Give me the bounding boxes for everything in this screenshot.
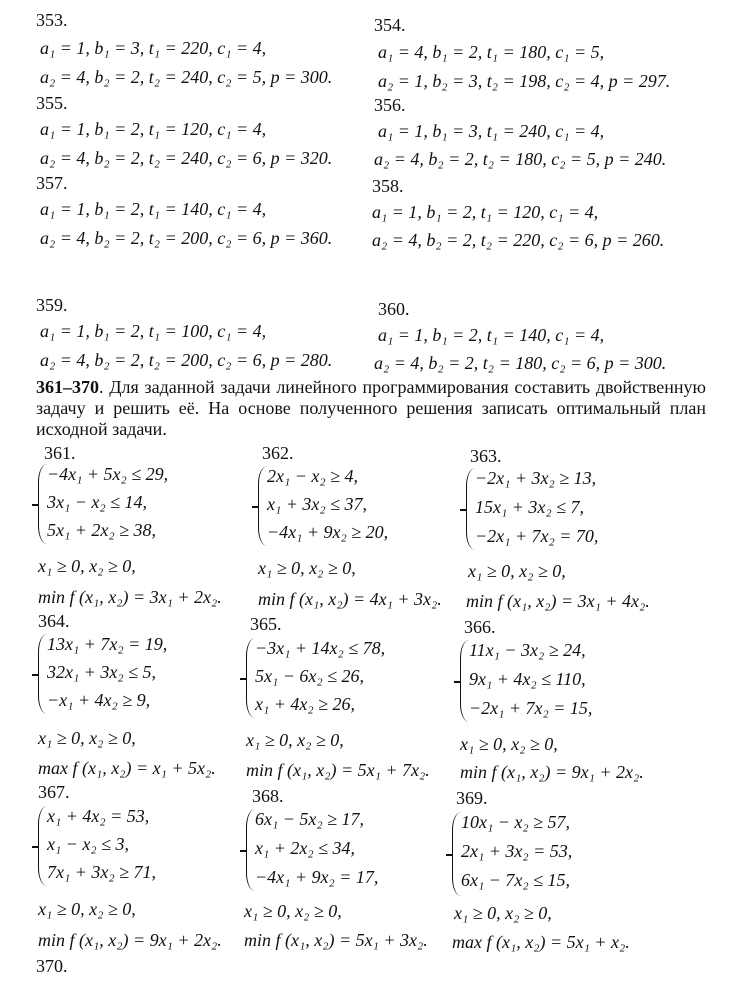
constraint: −x₁ + 4x₂ ≥ 9,	[47, 690, 151, 710]
constraint: x₁ + 3x₂ ≤ 37,	[267, 494, 368, 514]
brace-symbol	[246, 638, 255, 718]
problem-line: a₁ = 1, b₁ = 2, t₁ = 140, c₁ = 4,	[40, 199, 267, 219]
constraint: 10x₁ − x₂ ≥ 57,	[461, 812, 571, 832]
problem-number: 356.	[374, 95, 406, 115]
brace-symbol	[246, 809, 255, 891]
problem-number: 364.	[38, 611, 70, 631]
constraint: 7x₁ + 3x₂ ≥ 71,	[47, 862, 157, 882]
objective-function: min f (x₁, x₂) = 3x₁ + 4x₂.	[466, 591, 650, 611]
constraint: x₁ + 2x₂ ≤ 34,	[255, 838, 356, 858]
problem-line: a₂ = 4, b₂ = 2, t₂ = 240, c₂ = 5, p = 300.	[40, 67, 333, 87]
problem-line: a₁ = 1, b₁ = 2, t₁ = 120, c₁ = 4,	[372, 202, 599, 222]
brace-symbol	[452, 812, 461, 896]
constraint: 13x₁ + 7x₂ = 19,	[47, 634, 168, 654]
brace-symbol	[38, 806, 47, 886]
problem-line: a₂ = 4, b₂ = 2, t₂ = 200, c₂ = 6, p = 280.	[40, 350, 333, 370]
brace-symbol	[258, 466, 267, 546]
nonneg-condition: x₁ ≥ 0, x₂ ≥ 0,	[468, 561, 566, 581]
constraint: 2x₁ + 3x₂ = 53,	[461, 841, 573, 861]
constraint: 11x₁ − 3x₂ ≥ 24,	[469, 640, 586, 660]
constraint: 2x₁ − x₂ ≥ 4,	[267, 466, 359, 486]
task-range: 361–370	[36, 377, 99, 397]
problem-line: a₁ = 1, b₁ = 2, t₁ = 140, c₁ = 4,	[378, 325, 605, 345]
problem-number: 369.	[456, 788, 488, 808]
constraint: −2x₁ + 3x₂ ≥ 13,	[475, 468, 597, 488]
objective-function: max f (x₁, x₂) = 5x₁ + x₂.	[452, 932, 630, 952]
constraint: 5x₁ + 2x₂ ≥ 38,	[47, 520, 157, 540]
task-text: . Для заданной задачи линейного программирования составить двойственную задачу и решить её. На основе полученного решения записать оптимальный план исходной задачи.	[36, 377, 706, 439]
problem-number: 363.	[470, 446, 502, 466]
problem-line: a₁ = 1, b₁ = 3, t₁ = 240, c₁ = 4,	[378, 121, 605, 141]
problem-line: a₂ = 4, b₂ = 2, t₂ = 180, c₂ = 5, p = 240.	[374, 149, 667, 169]
constraint: 5x₁ − 6x₂ ≤ 26,	[255, 666, 365, 686]
task-intro	[36, 377, 706, 440]
brace-symbol	[466, 468, 475, 550]
problem-number: 365.	[250, 614, 282, 634]
problem-number: 367.	[38, 782, 70, 802]
problem-number: 358.	[372, 176, 404, 196]
nonneg-condition: x₁ ≥ 0, x₂ ≥ 0,	[258, 558, 356, 578]
constraint: −4x₁ + 9x₂ ≥ 20,	[267, 522, 389, 542]
problem-number: 355.	[36, 93, 68, 113]
objective-function: max f (x₁, x₂) = x₁ + 5x₂.	[38, 758, 216, 778]
constraint: x₁ + 4x₂ = 53,	[47, 806, 150, 826]
problem-number: 354.	[374, 15, 406, 35]
constraint: 9x₁ + 4x₂ ≤ 110,	[469, 669, 586, 689]
objective-function: min f (x₁, x₂) = 4x₁ + 3x₂.	[258, 589, 442, 609]
objective-function: min f (x₁, x₂) = 5x₁ + 7x₂.	[246, 760, 430, 780]
constraint: 6x₁ − 7x₂ ≤ 15,	[461, 870, 571, 890]
constraint: 32x₁ + 3x₂ ≤ 5,	[47, 662, 157, 682]
problem-line: a₁ = 1, b₁ = 2, t₁ = 120, c₁ = 4,	[40, 119, 267, 139]
problem-line: a₂ = 4, b₂ = 2, t₂ = 200, c₂ = 6, p = 360.	[40, 228, 333, 248]
problem-line: a₁ = 4, b₁ = 2, t₁ = 180, c₁ = 5,	[378, 42, 605, 62]
problem-number: 357.	[36, 173, 68, 193]
problem-line: a₁ = 1, b₁ = 2, t₁ = 100, c₁ = 4,	[40, 321, 267, 341]
nonneg-condition: x₁ ≥ 0, x₂ ≥ 0,	[244, 901, 342, 921]
nonneg-condition: x₁ ≥ 0, x₂ ≥ 0,	[460, 734, 558, 754]
problem-number: 359.	[36, 295, 68, 315]
constraint: −4x₁ + 9x₂ = 17,	[255, 867, 379, 887]
constraint: 6x₁ − 5x₂ ≥ 17,	[255, 809, 365, 829]
brace-symbol	[38, 634, 47, 714]
constraint: 15x₁ + 3x₂ ≤ 7,	[475, 497, 585, 517]
problem-number: 368.	[252, 786, 284, 806]
problem-number: 362.	[262, 443, 294, 463]
nonneg-condition: x₁ ≥ 0, x₂ ≥ 0,	[454, 903, 552, 923]
objective-function: min f (x₁, x₂) = 3x₁ + 2x₂.	[38, 587, 222, 607]
constraint: 3x₁ − x₂ ≤ 14,	[47, 492, 148, 512]
problem-number: 366.	[464, 617, 496, 637]
problem-line: a₂ = 1, b₂ = 3, t₂ = 198, c₂ = 4, p = 297.	[378, 71, 671, 91]
brace-symbol	[460, 640, 469, 722]
nonneg-condition: x₁ ≥ 0, x₂ ≥ 0,	[38, 899, 136, 919]
problem-line: a₂ = 4, b₂ = 2, t₂ = 240, c₂ = 6, p = 320.	[40, 148, 333, 168]
problem-line: a₂ = 4, b₂ = 2, t₂ = 180, c₂ = 6, p = 300.	[374, 353, 667, 373]
problem-number: 361.	[44, 443, 76, 463]
problem-line: a₂ = 4, b₂ = 2, t₂ = 220, c₂ = 6, p = 260.	[372, 230, 665, 250]
problem-line: a₁ = 1, b₁ = 3, t₁ = 220, c₁ = 4,	[40, 38, 267, 58]
objective-function: min f (x₁, x₂) = 9x₁ + 2x₂.	[38, 930, 222, 950]
constraint: −4x₁ + 5x₂ ≤ 29,	[47, 464, 169, 484]
constraint: x₁ − x₂ ≤ 3,	[47, 834, 130, 854]
constraint: −3x₁ + 14x₂ ≤ 78,	[255, 638, 386, 658]
problem-number: 353.	[36, 10, 68, 30]
problem-number: 360.	[378, 299, 410, 319]
brace-symbol	[38, 464, 47, 544]
objective-function: min f (x₁, x₂) = 9x₁ + 2x₂.	[460, 762, 644, 782]
objective-function: min f (x₁, x₂) = 5x₁ + 3x₂.	[244, 930, 428, 950]
nonneg-condition: x₁ ≥ 0, x₂ ≥ 0,	[246, 730, 344, 750]
nonneg-condition: x₁ ≥ 0, x₂ ≥ 0,	[38, 728, 136, 748]
problem-370-number: 370.	[36, 956, 68, 976]
constraint: −2x₁ + 7x₂ = 70,	[475, 526, 599, 546]
nonneg-condition: x₁ ≥ 0, x₂ ≥ 0,	[38, 556, 136, 576]
constraint: x₁ + 4x₂ ≥ 26,	[255, 694, 356, 714]
constraint: −2x₁ + 7x₂ = 15,	[469, 698, 593, 718]
